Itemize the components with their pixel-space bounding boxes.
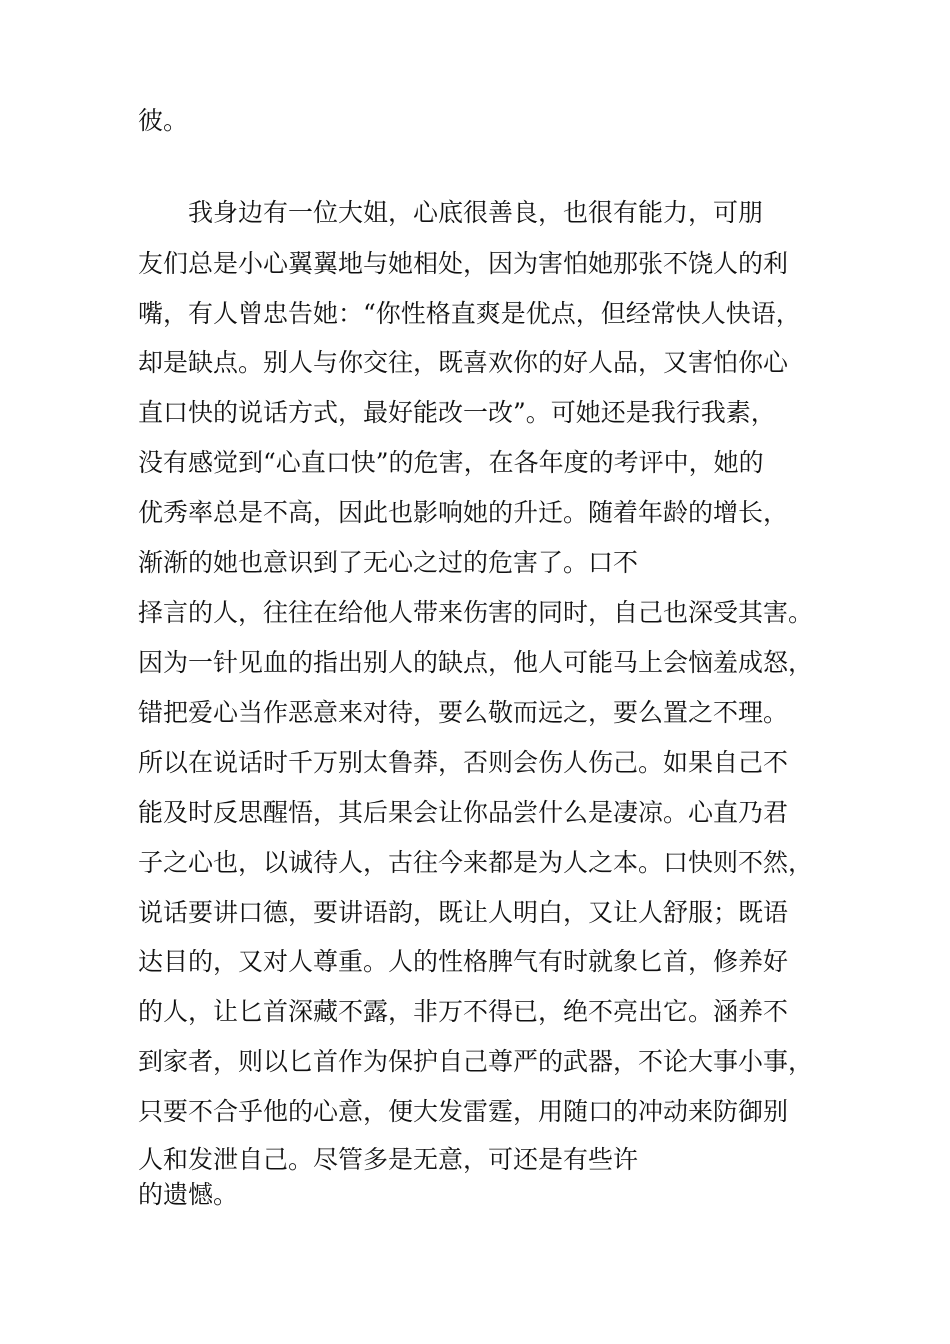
text-line: 优秀率总是不高，因此也影响她的升迁。随着年龄的增长，: [138, 498, 789, 527]
text-line: 子之心也，以诚待人，古往今来都是为人之本。口快则不然，: [138, 848, 814, 877]
text-line: 择言的人，往往在给他人带来伤害的同时，自己也深受其害。: [138, 598, 814, 627]
text-line: 的遗憾。: [138, 1180, 239, 1209]
text-line: 到家者，则以匕首作为保护自己尊严的武器，不论大事小事，: [138, 1047, 814, 1076]
text-line: 达目的，又对人尊重。人的性格脾气有时就象匕首，修养好: [138, 947, 789, 976]
text-line: 错把爱心当作恶意来对待，要么敬而远之，要么置之不理。: [138, 698, 789, 727]
text-line: 能及时反思醒悟，其后果会让你品尝什么是凄凉。心直乃君: [138, 798, 789, 827]
text-line: 我身边有一位大姐，心底很善良，也很有能力，可朋: [138, 198, 764, 227]
text-line: 彼。: [138, 106, 189, 135]
text-line: 直口快的说话方式，最好能改一改”。可她还是我行我素，: [138, 398, 776, 427]
text-line: 却是缺点。别人与你交往，既喜欢你的好人品，又害怕你心: [138, 348, 789, 377]
text-line: 的人，让匕首深藏不露，非万不得已，绝不亮出它。涵养不: [138, 997, 789, 1026]
text-line: 说话要讲口德，要讲语韵，既让人明白，又让人舒服；既语: [138, 898, 789, 927]
text-line: 嘴，有人曾忠告她：“你性格直爽是优点，但经常快人快语，: [138, 299, 801, 328]
text-line: 只要不合乎他的心意，便大发雷霆，用随口的冲动来防御别: [138, 1097, 789, 1126]
text-line: 所以在说话时千万别太鲁莽，否则会伤人伤己。如果自己不: [138, 748, 789, 777]
text-line: 人和发泄自己。尽管多是无意，可还是有些许: [138, 1145, 639, 1174]
text-line: 因为一针见血的指出别人的缺点，他人可能马上会恼羞成怒，: [138, 648, 814, 677]
text-line: 没有感觉到“心直口快”的危害，在各年度的考评中，她的: [138, 448, 764, 477]
text-line: 友们总是小心翼翼地与她相处，因为害怕她那张不饶人的利: [138, 249, 789, 278]
text-line: 渐渐的她也意识到了无心之过的危害了。口不: [138, 548, 639, 577]
